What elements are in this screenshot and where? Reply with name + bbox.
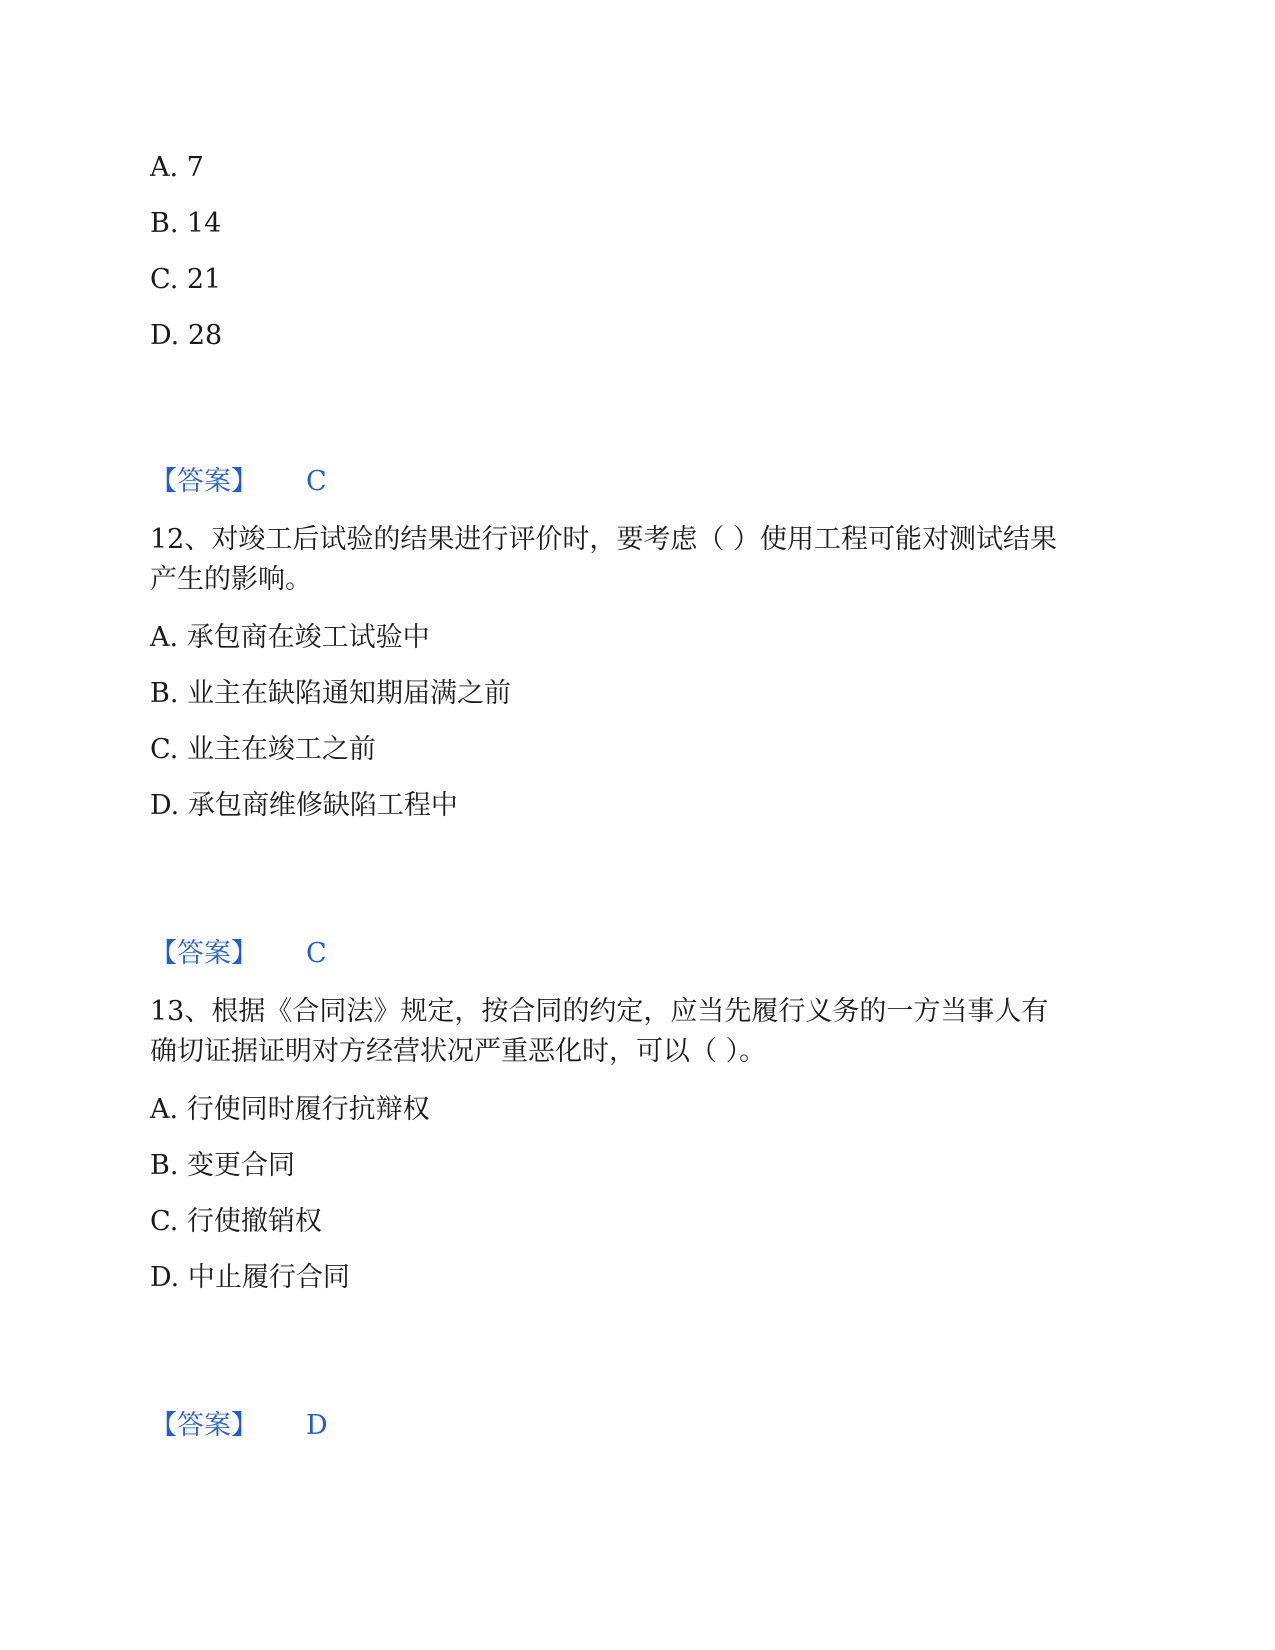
q13-option-c: C. 行使撤销权 [150,1206,322,1237]
q13-stem-line1: 13、根据《合同法》规定，按合同的约定，应当先履行义务的一方当事人有 [150,996,1049,1027]
q11-option-d: D. 28 [150,320,223,351]
answer-label: 【答案】 [150,938,258,969]
q12-answer [150,934,327,974]
answer-label: 【答案】 [150,466,258,497]
q11-answer [150,462,327,502]
answer-value: C [306,466,327,497]
q13-option-b: B. 变更合同 [150,1150,296,1181]
q13-option-d: D. 中止履行合同 [150,1262,350,1293]
answer-label: 【答案】 [150,1410,258,1441]
q12-stem-line1: 12、对竣工后试验的结果进行评价时，要考虑（ ）使用工程可能对测试结果 [150,524,1057,555]
answer-value: D [306,1410,328,1441]
q12-option-b: B. 业主在缺陷通知期届满之前 [150,678,512,709]
q12-option-c: C. 业主在竣工之前 [150,734,376,765]
answer-value: C [306,938,327,969]
q12-option-a: A. 承包商在竣工试验中 [150,622,430,653]
q13-stem-line2: 确切证据证明对方经营状况严重恶化时，可以（ ）。 [150,1036,767,1067]
q11-option-b: B. 14 [150,208,222,239]
q13-answer [150,1406,328,1446]
q11-option-c: C. 21 [150,264,222,295]
q13-option-a: A. 行使同时履行抗辩权 [150,1094,430,1125]
q12-option-d: D. 承包商维修缺陷工程中 [150,790,458,821]
q11-option-a: A. 7 [150,152,204,183]
q12-stem-line2: 产生的影响。 [150,564,312,595]
